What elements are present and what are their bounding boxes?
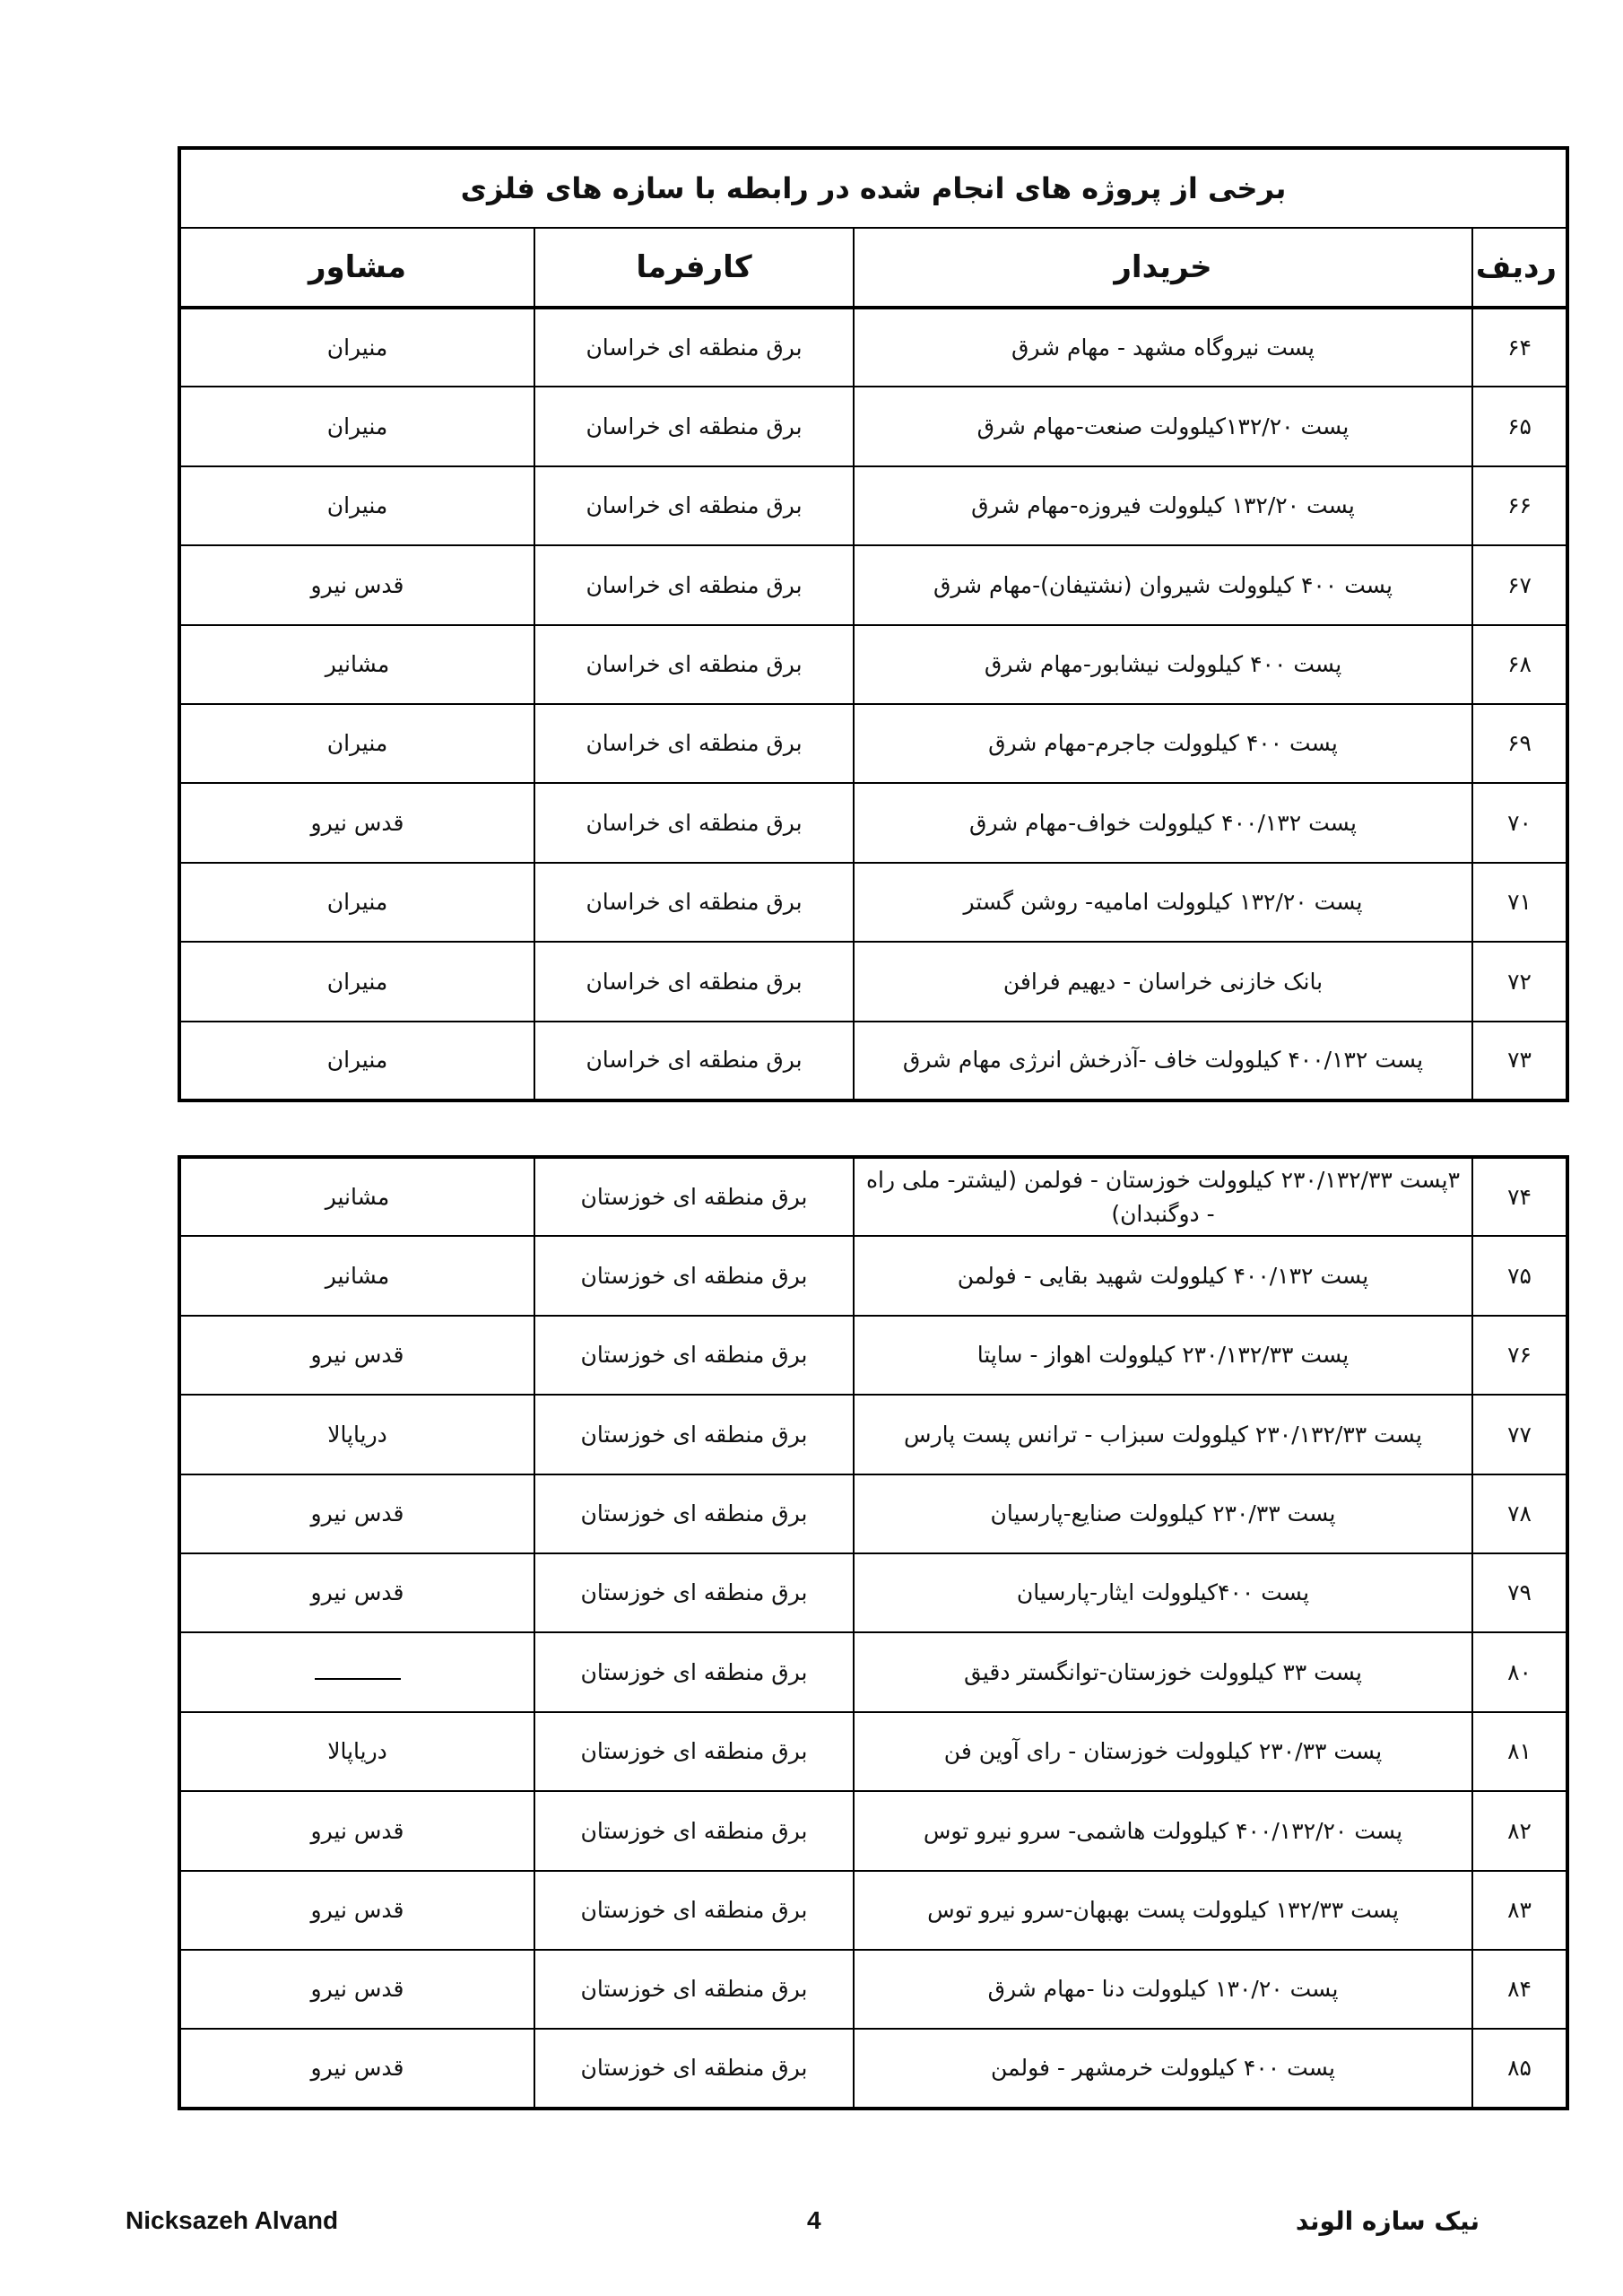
consultant-cell: منیران [179, 308, 534, 387]
consultant-cell: قدس نیرو [179, 1950, 534, 2029]
row-number-cell: ۷۳ [1472, 1022, 1567, 1100]
row-number-cell: ۶۵ [1472, 387, 1567, 465]
header-buyer: خریدار [854, 228, 1472, 308]
consultant-cell: منیران [179, 863, 534, 942]
table-row [179, 1022, 1567, 1100]
employer-cell: برق منطقه ای خوزستان [534, 1950, 854, 2029]
header-row-number: ردیف [1472, 228, 1567, 308]
consultant-cell: منیران [179, 466, 534, 545]
table-row [179, 1632, 1567, 1711]
row-number-cell: ۶۸ [1472, 625, 1567, 704]
consultant-cell: قدس نیرو [179, 1553, 534, 1632]
table-row [179, 387, 1567, 465]
buyer-cell: ۳پست ۲۳۰/۱۳۲/۳۳ کیلوولت خوزستان - فولمن (لیشتر- ملی راه - دوگنبدان) [854, 1157, 1472, 1236]
row-number-cell: ۷۸ [1472, 1474, 1567, 1553]
projects-table-1 [178, 146, 1569, 1102]
buyer-cell: پست ۱۳۲/۲۰ کیلوولت فیروزه-مهام شرق [854, 466, 1472, 545]
table-row [179, 1395, 1567, 1474]
footer-company-persian: نیک سازه الوند [1295, 2206, 1480, 2236]
buyer-cell: پست ۱۳۲/۲۰ کیلوولت امامیه- روشن گستر [854, 863, 1472, 942]
row-number-cell: ۷۹ [1472, 1553, 1567, 1632]
buyer-cell: پست ۴۰۰ کیلوولت جاجرم-مهام شرق [854, 704, 1472, 783]
consultant-cell: مشانیر [179, 1157, 534, 1236]
buyer-cell: پست ۱۳۰/۲۰ کیلوولت دنا -مهام شرق [854, 1950, 1472, 2029]
employer-cell: برق منطقه ای خراسان [534, 308, 854, 387]
table-row [179, 545, 1567, 624]
employer-cell: برق منطقه ای خراسان [534, 704, 854, 783]
table-row [179, 1236, 1567, 1315]
employer-cell: برق منطقه ای خراسان [534, 625, 854, 704]
consultant-cell: مشانیر [179, 625, 534, 704]
consultant-cell: مشانیر [179, 1236, 534, 1315]
employer-cell: برق منطقه ای خوزستان [534, 1712, 854, 1791]
consultant-cell: منیران [179, 942, 534, 1021]
row-number-cell: ۷۴ [1472, 1157, 1567, 1236]
employer-cell: برق منطقه ای خراسان [534, 545, 854, 624]
buyer-cell: بانک خازنی خراسان - دیهیم فرافن [854, 942, 1472, 1021]
table-row [179, 1157, 1567, 1236]
table-row [179, 1712, 1567, 1791]
buyer-cell: پست ۲۳۰/۳۳ کیلوولت خوزستان - رای آوین فن [854, 1712, 1472, 1791]
table-row [179, 704, 1567, 783]
row-number-cell: ۸۲ [1472, 1791, 1567, 1870]
table-row [179, 466, 1567, 545]
table-row [179, 625, 1567, 704]
buyer-cell: پست ۲۳۰/۱۳۲/۳۳ کیلوولت اهواز - ساپتا [854, 1316, 1472, 1395]
buyer-cell: پست ۳۳ کیلوولت خوزستان-توانگستر دقیق [854, 1632, 1472, 1711]
buyer-cell: پست ۴۰۰/۱۳۲ کیلوولت شهید بقایی - فولمن [854, 1236, 1472, 1315]
consultant-cell: دریاپالا [179, 1395, 534, 1474]
consultant-cell: قدس نیرو [179, 1474, 534, 1553]
projects-table-2-wrapper [178, 1155, 1566, 2110]
consultant-cell: قدس نیرو [179, 2029, 534, 2108]
employer-cell: برق منطقه ای خراسان [534, 863, 854, 942]
table-row [179, 942, 1567, 1021]
row-number-cell: ۸۱ [1472, 1712, 1567, 1791]
consultant-cell: قدس نیرو [179, 1791, 534, 1870]
row-number-cell: ۶۹ [1472, 704, 1567, 783]
buyer-cell: پست ۴۰۰/۱۳۲ کیلوولت خواف-مهام شرق [854, 783, 1472, 862]
table-row [179, 2029, 1567, 2108]
employer-cell: برق منطقه ای خراسان [534, 783, 854, 862]
employer-cell: برق منطقه ای خوزستان [534, 1316, 854, 1395]
buyer-cell: پست ۴۰۰/۱۳۲/۲۰ کیلوولت هاشمی- سرو نیرو توس [854, 1791, 1472, 1870]
employer-cell: برق منطقه ای خوزستان [534, 1632, 854, 1711]
consultant-cell: منیران [179, 1022, 534, 1100]
buyer-cell: پست ۲۳۰/۱۳۲/۳۳ کیلوولت سبزاب - ترانس پست پارس [854, 1395, 1472, 1474]
buyer-cell: پست ۴۰۰/۱۳۲ کیلوولت خاف -آذرخش انرژی مهام شرق [854, 1022, 1472, 1100]
employer-cell: برق منطقه ای خراسان [534, 942, 854, 1021]
row-number-cell: ۸۵ [1472, 2029, 1567, 2108]
row-number-cell: ۶۴ [1472, 308, 1567, 387]
employer-cell: برق منطقه ای خوزستان [534, 1395, 854, 1474]
consultant-cell: قدس نیرو [179, 1871, 534, 1950]
employer-cell: برق منطقه ای خوزستان [534, 1791, 854, 1870]
footer-company-english: Nicksazeh Alvand [126, 2206, 339, 2234]
employer-cell: برق منطقه ای خوزستان [534, 1157, 854, 1236]
employer-cell: برق منطقه ای خراسان [534, 1022, 854, 1100]
row-number-cell: ۷۲ [1472, 942, 1567, 1021]
buyer-cell: پست ۱۳۲/۳۳ کیلوولت پست بهبهان-سرو نیرو توس [854, 1871, 1472, 1950]
employer-cell: برق منطقه ای خوزستان [534, 1474, 854, 1553]
employer-cell: برق منطقه ای خوزستان [534, 2029, 854, 2108]
row-number-cell: ۶۷ [1472, 545, 1567, 624]
row-number-cell: ۷۶ [1472, 1316, 1567, 1395]
consultant-cell: قدس نیرو [179, 545, 534, 624]
empty-dash-line [315, 1665, 401, 1680]
table-row [179, 1474, 1567, 1553]
consultant-cell: دریاپالا [179, 1712, 534, 1791]
row-number-cell: ۷۷ [1472, 1395, 1567, 1474]
consultant-cell: منیران [179, 387, 534, 465]
page-title: برخی از پروژه های انجام شده در رابطه با سازه های فلزی [179, 148, 1567, 228]
row-number-cell: ۶۶ [1472, 466, 1567, 545]
projects-table-1-wrapper [178, 146, 1566, 1102]
employer-cell: برق منطقه ای خوزستان [534, 1553, 854, 1632]
table-row [179, 308, 1567, 387]
header-consultant: مشاور [179, 228, 534, 308]
buyer-cell: پست ۲۳۰/۳۳ کیلوولت صنایع-پارسیان [854, 1474, 1472, 1553]
table-row [179, 1950, 1567, 2029]
footer-page-number: 4 [807, 2206, 821, 2234]
table-row [179, 1553, 1567, 1632]
consultant-cell: منیران [179, 704, 534, 783]
page-footer [0, 2206, 1623, 2251]
buyer-cell: پست ۴۰۰ کیلوولت خرمشهر - فولمن [854, 2029, 1472, 2108]
employer-cell: برق منطقه ای خوزستان [534, 1871, 854, 1950]
consultant-cell: قدس نیرو [179, 783, 534, 862]
row-number-cell: ۸۴ [1472, 1950, 1567, 2029]
table-row [179, 1791, 1567, 1870]
buyer-cell: پست ۴۰۰ کیلوولت نیشابور-مهام شرق [854, 625, 1472, 704]
header-employer: کارفرما [534, 228, 854, 308]
projects-table-2 [178, 1155, 1569, 2110]
employer-cell: برق منطقه ای خراسان [534, 387, 854, 465]
consultant-cell: قدس نیرو [179, 1316, 534, 1395]
employer-cell: برق منطقه ای خراسان [534, 466, 854, 545]
table-row [179, 863, 1567, 942]
row-number-cell: ۸۳ [1472, 1871, 1567, 1950]
buyer-cell: پست ۴۰۰کیلوولت ایثار-پارسیان [854, 1553, 1472, 1632]
row-number-cell: ۷۱ [1472, 863, 1567, 942]
buyer-cell: پست ۱۳۲/۲۰کیلوولت صنعت-مهام شرق [854, 387, 1472, 465]
table-row [179, 1871, 1567, 1950]
row-number-cell: ۸۰ [1472, 1632, 1567, 1711]
consultant-cell [179, 1632, 534, 1711]
employer-cell: برق منطقه ای خوزستان [534, 1236, 854, 1315]
row-number-cell: ۷۵ [1472, 1236, 1567, 1315]
row-number-cell: ۷۰ [1472, 783, 1567, 862]
table-row [179, 783, 1567, 862]
table-row [179, 1316, 1567, 1395]
buyer-cell: پست ۴۰۰ کیلوولت شیروان (نشتیفان)-مهام شرق [854, 545, 1472, 624]
buyer-cell: پست نیروگاه مشهد - مهام شرق [854, 308, 1472, 387]
